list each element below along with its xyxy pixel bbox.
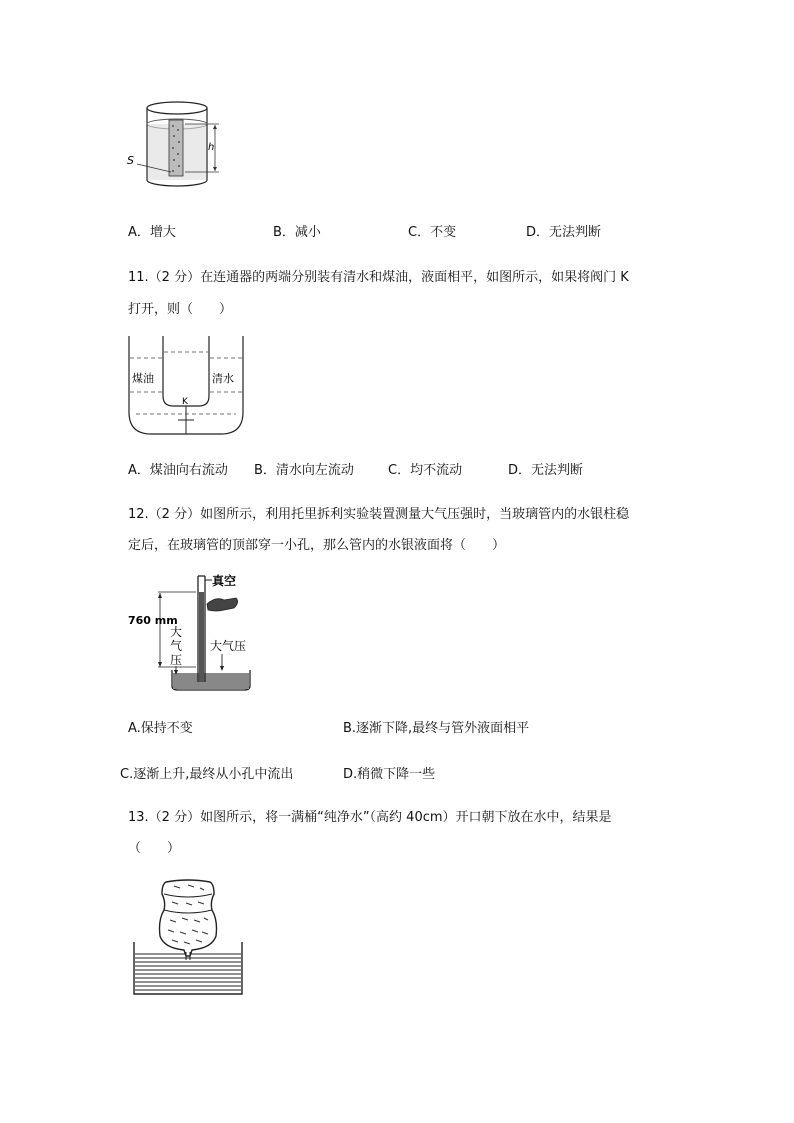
q12-option-c: C.逐渐上升,最终从小孔中流出 — [120, 767, 294, 782]
q11-stem-line2: 打开，则（ ） — [128, 302, 233, 317]
q12-stem-line1: 12.（2 分）如图所示，利用托里拆利实验装置测量大气压强时，当玻璃管内的水银柱稳 — [128, 507, 630, 522]
q12-atm-left-1: 大 — [170, 625, 183, 639]
q11-option-a: A．煤油向右流动 — [128, 463, 228, 478]
q12-height-label: 760 mm — [128, 614, 178, 627]
q13-stem-line1: 13.（2 分）如图所示，将一满桶“纯净水”（高约 40cm）开口朝下放在水中，结果是 — [128, 810, 612, 825]
q12-option-b: B.逐渐下降,最终与管外液面相平 — [343, 721, 530, 736]
q11-stem-line1: 11.（2 分）在连通器的两端分别装有清水和煤油，液面相平，如图所示，如果将阀门 K — [128, 270, 629, 285]
q10-s-label: S — [127, 154, 134, 167]
q12-option-a: A.保持不变 — [128, 721, 193, 736]
q11-figure — [126, 334, 246, 440]
q10-option-a: A．增大 — [128, 225, 176, 240]
q11-option-c: C．均不流动 — [388, 463, 463, 478]
q12-stem-line2: 定后，在玻璃管的顶部穿一小孔，那么管内的水银液面将（ ） — [128, 538, 506, 553]
q13-stem-line2: （ ） — [128, 841, 181, 856]
q12-figure — [128, 570, 278, 695]
q11-valve-label: K — [182, 397, 188, 407]
q11-option-d: D．无法判断 — [508, 463, 584, 478]
q12-option-d: D.稍微下降一些 — [343, 767, 436, 782]
q11-kerosene-label: 煤油 — [132, 372, 154, 385]
q10-option-c: C．不变 — [408, 225, 457, 240]
q11-option-b: B．清水向左流动 — [254, 463, 354, 478]
q10-h-label: h — [208, 142, 215, 153]
q11-water-label: 清水 — [212, 372, 234, 385]
q12-atm-left-2: 气 — [170, 639, 183, 653]
q12-atm-left-3: 压 — [170, 653, 183, 667]
q10-option-d: D．无法判断 — [526, 225, 602, 240]
q10-option-b: B．减小 — [273, 225, 321, 240]
q10-figure — [125, 96, 235, 196]
q13-figure — [128, 876, 250, 998]
q12-atm-right: 大气压 — [210, 639, 247, 653]
q12-vacuum-label: 真空 — [212, 574, 237, 588]
